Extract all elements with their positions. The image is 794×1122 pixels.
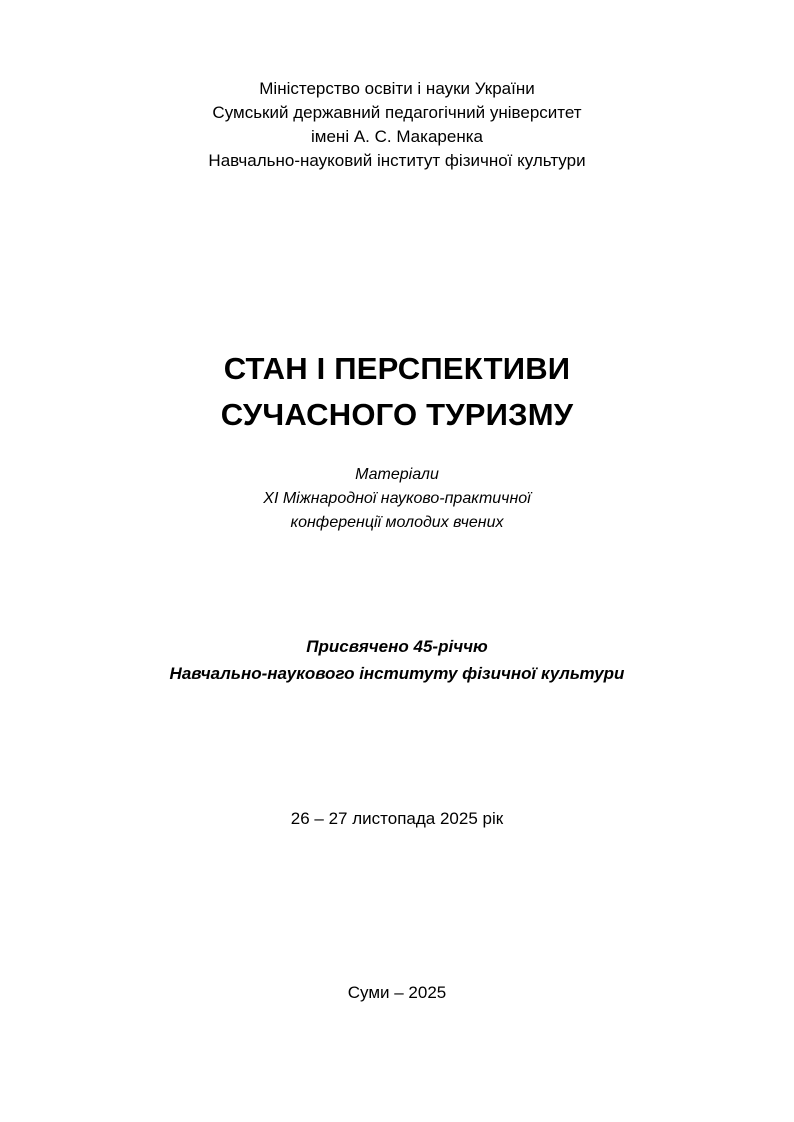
dedication-line-1: Присвячено 45-річчю xyxy=(306,637,488,656)
place-year-line: Суми – 2025 xyxy=(347,983,447,1002)
subtitle-line-2: XI Міжнародної науково-практичної xyxy=(263,490,531,507)
dedication xyxy=(0,633,794,687)
title-line-1: СТАН І ПЕРСПЕКТИВИ xyxy=(223,351,571,386)
ministry-line: Міністерство освіти і науки України xyxy=(259,79,535,98)
dates-line: 26 – 27 листопада 2025 рік xyxy=(290,809,504,828)
institute-line: Навчально-науковий інститут фізичної культури xyxy=(208,151,586,170)
university-line: Сумський державний педагогічний університет xyxy=(212,103,582,122)
title-line-2: СУЧАСНОГО ТУРИЗМУ xyxy=(220,397,574,432)
subtitle-line-1: Матеріали xyxy=(355,466,439,483)
dedication-line-2: Навчально-наукового інституту фізичної культури xyxy=(169,664,625,683)
institution-header xyxy=(0,77,794,173)
conference-dates xyxy=(0,807,794,831)
document-title xyxy=(0,346,794,438)
university-name-line: імені А. С. Макаренка xyxy=(311,127,483,146)
place-year xyxy=(0,981,794,1005)
document-subtitle xyxy=(0,463,794,535)
subtitle-line-3: конференції молодих вчених xyxy=(290,514,504,531)
